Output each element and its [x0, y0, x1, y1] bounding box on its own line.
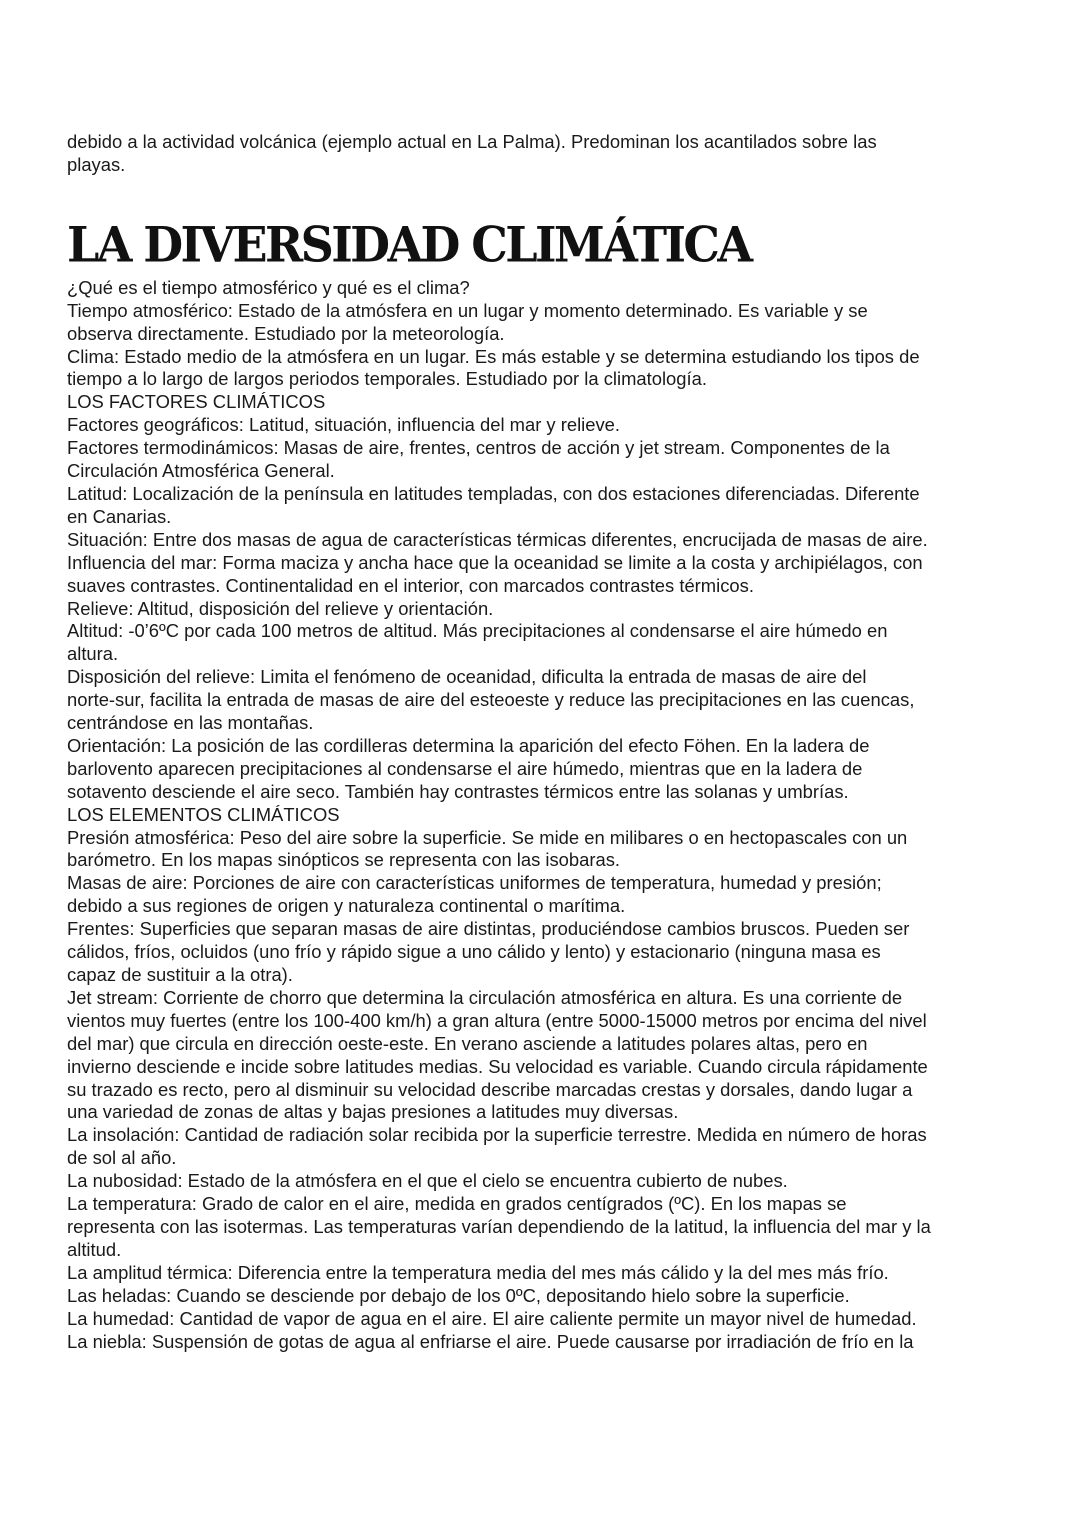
text-line: suaves contrastes. Continentalidad en el interior, con marcados contrastes térmicos.	[67, 574, 754, 596]
intro-line: debido a la actividad volcánica (ejemplo actual en La Palma). Predominan los acantilados sobre las	[67, 131, 877, 152]
body-text	[67, 277, 1017, 1354]
text-line: LOS ELEMENTOS CLIMÁTICOS	[67, 803, 340, 825]
text-line: La temperatura: Grado de calor en el aire, medida en grados centígrados (ºC). En los mapas se	[67, 1193, 847, 1215]
text-line: Influencia del mar: Forma maciza y ancha hace que la oceanidad se limite a la costa y archipiélagos, con	[67, 551, 923, 573]
text-line: norte-sur, facilita la entrada de masas de aire del esteoeste y reduce las precipitaciones en las cuencas,	[67, 689, 915, 711]
text-line: Las heladas: Cuando se desciende por debajo de los 0ºC, depositando hielo sobre la superficie.	[67, 1284, 850, 1306]
text-line: Orientación: La posición de las cordilleras determina la aparición del efecto Föhen. En la ladera de	[67, 734, 870, 756]
text-line: La insolación: Cantidad de radiación solar recibida por la superficie terrestre. Medida en número de horas	[67, 1124, 927, 1146]
text-line: Frentes: Superficies que separan masas de aire distintas, produciéndose cambios bruscos. Pueden ser	[67, 918, 910, 940]
text-line: barlovento aparecen precipitaciones al condensarse el aire húmedo, mientras que en la ladera de	[67, 757, 863, 779]
text-line: observa directamente. Estudiado por la meteorología.	[67, 322, 505, 344]
text-line: La humedad: Cantidad de vapor de agua en el aire. El aire caliente permite un mayor nivel de humedad.	[67, 1307, 917, 1329]
text-line: representa con las isotermas. Las temperaturas varían dependiendo de la latitud, la influencia del mar y la	[67, 1215, 931, 1237]
text-line: Tiempo atmosférico: Estado de la atmósfera en un lugar y momento determinado. Es variable y se	[67, 299, 868, 321]
text-line: Factores termodinámicos: Masas de aire, frentes, centros de acción y jet stream. Componentes de la	[67, 437, 890, 459]
text-line: Presión atmosférica: Peso del aire sobre la superficie. Se mide en milibares o en hectopascales con un	[67, 826, 908, 848]
text-line: Jet stream: Corriente de chorro que determina la circulación atmosférica en altura. Es una corriente de	[67, 986, 903, 1008]
text-line: La amplitud térmica: Diferencia entre la temperatura media del mes más cálido y la del mes más frío.	[67, 1261, 889, 1283]
text-line: Clima: Estado medio de la atmósfera en un lugar. Es más estable y se determina estudiando los tipos de	[67, 345, 920, 367]
text-line: invierno desciende e incide sobre latitudes medias. Su velocidad es variable. Cuando circula rápidamente	[67, 1055, 928, 1077]
text-line: de sol al año.	[67, 1147, 177, 1169]
text-line: Masas de aire: Porciones de aire con características uniformes de temperatura, humedad y presión;	[67, 872, 882, 894]
text-line: La niebla: Suspensión de gotas de agua al enfriarse el aire. Puede causarse por irradiación de frío en la	[67, 1330, 914, 1352]
text-line: vientos muy fuertes (entre los 100-400 km/h) a gran altura (entre 5000-15000 metros por encima del nivel	[67, 1009, 927, 1031]
text-line: cálidos, fríos, ocluidos (uno frío y rápido sigue a uno cálido y lento) y estacionario (ninguna masa es	[67, 941, 881, 963]
text-line: Altitud: -0’6ºC por cada 100 metros de altitud. Más precipitaciones al condensarse el aire húmedo en	[67, 620, 888, 642]
section-title: LA DIVERSIDAD CLIMÁTICA	[67, 215, 751, 274]
text-line: su trazado es recto, pero al disminuir su velocidad describe marcadas crestas y dorsales, dando lugar a	[67, 1078, 913, 1100]
document-page	[67, 131, 1017, 1353]
text-line: centrándose en las montañas.	[67, 712, 314, 734]
text-line: en Canarias.	[67, 505, 172, 527]
text-line: sotavento desciende el aire seco. También hay contrastes térmicos entre las solanas y umbrías.	[67, 780, 849, 802]
text-line: tiempo a lo largo de largos periodos temporales. Estudiado por la climatología.	[67, 368, 707, 390]
intro-line: playas.	[67, 153, 126, 175]
text-line: capaz de sustituir a la otra).	[67, 964, 293, 985]
intro-paragraph	[67, 131, 1017, 177]
text-line: altitud.	[67, 1238, 122, 1260]
text-line: barómetro. En los mapas sinópticos se representa con las isobaras.	[67, 849, 621, 871]
text-line: La nubosidad: Estado de la atmósfera en el que el cielo se encuentra cubierto de nubes.	[67, 1170, 788, 1192]
text-line: Latitud: Localización de la península en latitudes templadas, con dos estaciones diferenciadas. Diferente	[67, 482, 920, 504]
text-line: Situación: Entre dos masas de agua de características térmicas diferentes, encrucijada de masas de aire.	[67, 528, 928, 550]
text-line: altura.	[67, 643, 119, 665]
text-line: Disposición del relieve: Limita el fenómeno de oceanidad, dificulta la entrada de masas de aire del	[67, 666, 867, 688]
text-line: del mar) que circula en dirección oeste-este. En verano asciende a latitudes polares altas, pero en	[67, 1032, 868, 1054]
text-line: ¿Qué es el tiempo atmosférico y qué es el clima?	[67, 276, 470, 298]
text-line: una variedad de zonas de altas y bajas presiones a latitudes muy diversas.	[67, 1101, 679, 1123]
text-line: Factores geográficos: Latitud, situación, influencia del mar y relieve.	[67, 414, 621, 436]
text-line: Circulación Atmosférica General.	[67, 460, 335, 482]
text-line: LOS FACTORES CLIMÁTICOS	[67, 391, 326, 413]
text-line: Relieve: Altitud, disposición del relieve y orientación.	[67, 597, 494, 619]
text-line: debido a sus regiones de origen y naturaleza continental o marítima.	[67, 895, 626, 917]
